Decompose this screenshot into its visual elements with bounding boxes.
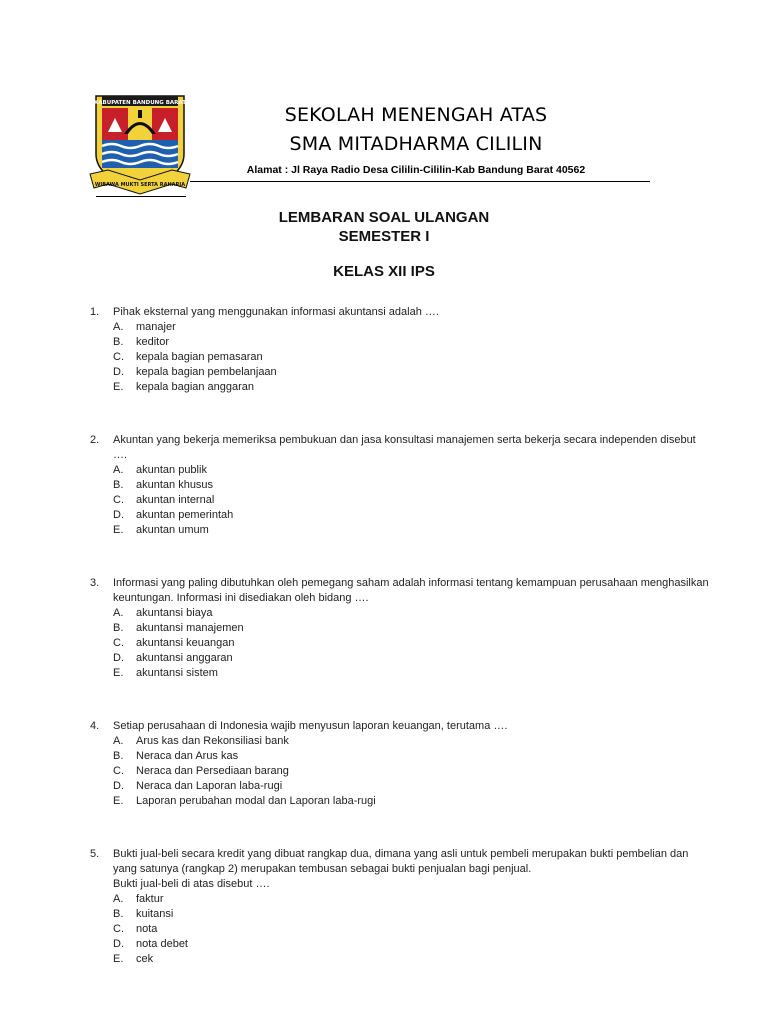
option-text: akuntansi biaya — [136, 607, 213, 619]
school-logo-icon — [88, 92, 192, 200]
question-item — [90, 433, 710, 538]
option-text: akuntansi anggaran — [136, 652, 233, 664]
option-text: Neraca dan Persediaan barang — [136, 765, 289, 777]
option-letter: C. — [113, 923, 124, 935]
question-number: 2. — [90, 434, 100, 446]
option-text: akuntansi sistem — [136, 667, 218, 679]
option-letter: A. — [113, 893, 124, 905]
header-divider — [190, 181, 650, 182]
option-text: Arus kas dan Rekonsiliasi bank — [136, 735, 289, 747]
answer-option — [90, 606, 710, 621]
option-letter: E. — [113, 524, 124, 536]
option-letter: E. — [113, 795, 124, 807]
option-text: manajer — [136, 321, 176, 333]
option-text: akuntansi manajemen — [136, 622, 244, 634]
answer-option — [90, 335, 710, 350]
option-text: faktur — [136, 893, 164, 905]
school-name-line1: SEKOLAH MENENGAH ATAS — [284, 104, 548, 126]
question-text: Informasi yang paling dibutuhkan oleh pemegang saham adalah informasi tentang kemampuan perusahaan menghasilkan keuntungan. Informasi ini disediakan oleh bidang …. — [113, 577, 709, 604]
question-number: 1. — [90, 306, 100, 318]
letterhead — [0, 0, 768, 200]
question-number: 4. — [90, 720, 100, 732]
option-letter: A. — [113, 735, 124, 747]
option-letter: B. — [113, 750, 124, 762]
question-text: Akuntan yang bekerja memeriksa pembukuan dan jasa konsultasi manajemen serta bekerja secara independen disebut …. — [113, 434, 696, 461]
option-letter: D. — [113, 366, 124, 378]
answer-option — [90, 320, 710, 335]
question-text: Pihak eksternal yang menggunakan informasi akuntansi adalah …. — [113, 306, 439, 318]
answer-option — [90, 508, 710, 523]
option-text: kepala bagian anggaran — [136, 381, 255, 393]
answer-option — [90, 892, 710, 907]
question-note: Bukti jual-beli di atas disebut …. — [113, 878, 270, 890]
question-item — [90, 719, 710, 809]
answer-option — [90, 952, 710, 967]
option-letter: B. — [113, 479, 124, 491]
option-letter: D. — [113, 780, 124, 792]
option-text: akuntan khusus — [136, 479, 214, 491]
answer-option — [90, 779, 710, 794]
option-text: akuntan pemerintah — [136, 509, 234, 521]
answer-option — [90, 651, 710, 666]
option-letter: D. — [113, 652, 124, 664]
option-letter: E. — [113, 667, 124, 679]
option-letter: B. — [113, 336, 124, 348]
answer-option — [90, 350, 710, 365]
option-letter: A. — [113, 464, 124, 476]
option-letter: A. — [113, 321, 124, 333]
logo-motto-text: WIBAWA MUKTI SERTA RAHARJA — [94, 182, 186, 188]
option-text: kepala bagian pemasaran — [136, 351, 263, 363]
answer-option — [90, 493, 710, 508]
option-text: Neraca dan Laporan laba-rugi — [136, 780, 283, 792]
answer-option — [90, 380, 710, 395]
option-text: cek — [136, 953, 154, 965]
answer-option — [90, 764, 710, 779]
answer-option — [90, 937, 710, 952]
option-text: kuitansi — [136, 908, 174, 920]
answer-option — [90, 621, 710, 636]
answer-option — [90, 734, 710, 749]
option-letter: C. — [113, 637, 124, 649]
logo-top-text: KABUPATEN BANDUNG BARAT — [94, 100, 186, 106]
option-text: Laporan perubahan modal dan Laporan laba-rugi — [136, 795, 376, 807]
answer-option — [90, 365, 710, 380]
option-letter: B. — [113, 908, 124, 920]
question-item — [90, 305, 710, 395]
option-text: akuntan publik — [136, 464, 207, 476]
school-address: Alamat : Jl Raya Radio Desa Cililin-Cililin-Kab Bandung Barat 40562 — [246, 164, 586, 176]
exam-title: LEMBARAN SOAL ULANGAN — [278, 209, 490, 226]
answer-option — [90, 749, 710, 764]
option-text: keditor — [136, 336, 170, 348]
answer-option — [90, 922, 710, 937]
option-letter: B. — [113, 622, 124, 634]
answer-option — [90, 463, 710, 478]
exam-titles — [0, 208, 768, 281]
answer-option — [90, 478, 710, 493]
option-text: nota debet — [136, 938, 188, 950]
question-list — [90, 305, 710, 967]
option-text: Neraca dan Arus kas — [136, 750, 239, 762]
option-letter: C. — [113, 351, 124, 363]
option-text: akuntan umum — [136, 524, 209, 536]
question-number: 3. — [90, 577, 100, 589]
option-text: akuntan internal — [136, 494, 215, 506]
question-number: 5. — [90, 848, 100, 860]
option-text: kepala bagian pembelanjaan — [136, 366, 277, 378]
option-letter: E. — [113, 953, 124, 965]
option-letter: D. — [113, 509, 124, 521]
answer-option — [90, 907, 710, 922]
exam-semester: SEMESTER I — [338, 228, 430, 245]
answer-option — [90, 794, 710, 809]
answer-option — [90, 523, 710, 538]
question-text: Setiap perusahaan di Indonesia wajib menyusun laporan keuangan, terutama …. — [113, 720, 508, 732]
option-letter: C. — [113, 765, 124, 777]
option-text: nota — [136, 923, 158, 935]
logo-underline — [96, 196, 186, 197]
option-letter: A. — [113, 607, 124, 619]
option-letter: C. — [113, 494, 124, 506]
school-name-line2: SMA MITADHARMA CILILIN — [289, 133, 543, 155]
option-text: akuntansi keuangan — [136, 637, 235, 649]
question-text: Bukti jual-beli secara kredit yang dibuat rangkap dua, dimana yang asli untuk pembeli merupakan bukti pembelian dan yang satunya (rangkap 2) merupakan tembusan sebagai bukti penjualan bagi penjual. — [113, 848, 689, 875]
question-item — [90, 847, 710, 967]
exam-class: KELAS XII IPS — [333, 263, 435, 280]
answer-option — [90, 636, 710, 651]
question-item — [90, 576, 710, 681]
option-letter: D. — [113, 938, 124, 950]
option-letter: E. — [113, 381, 124, 393]
answer-option — [90, 666, 710, 681]
